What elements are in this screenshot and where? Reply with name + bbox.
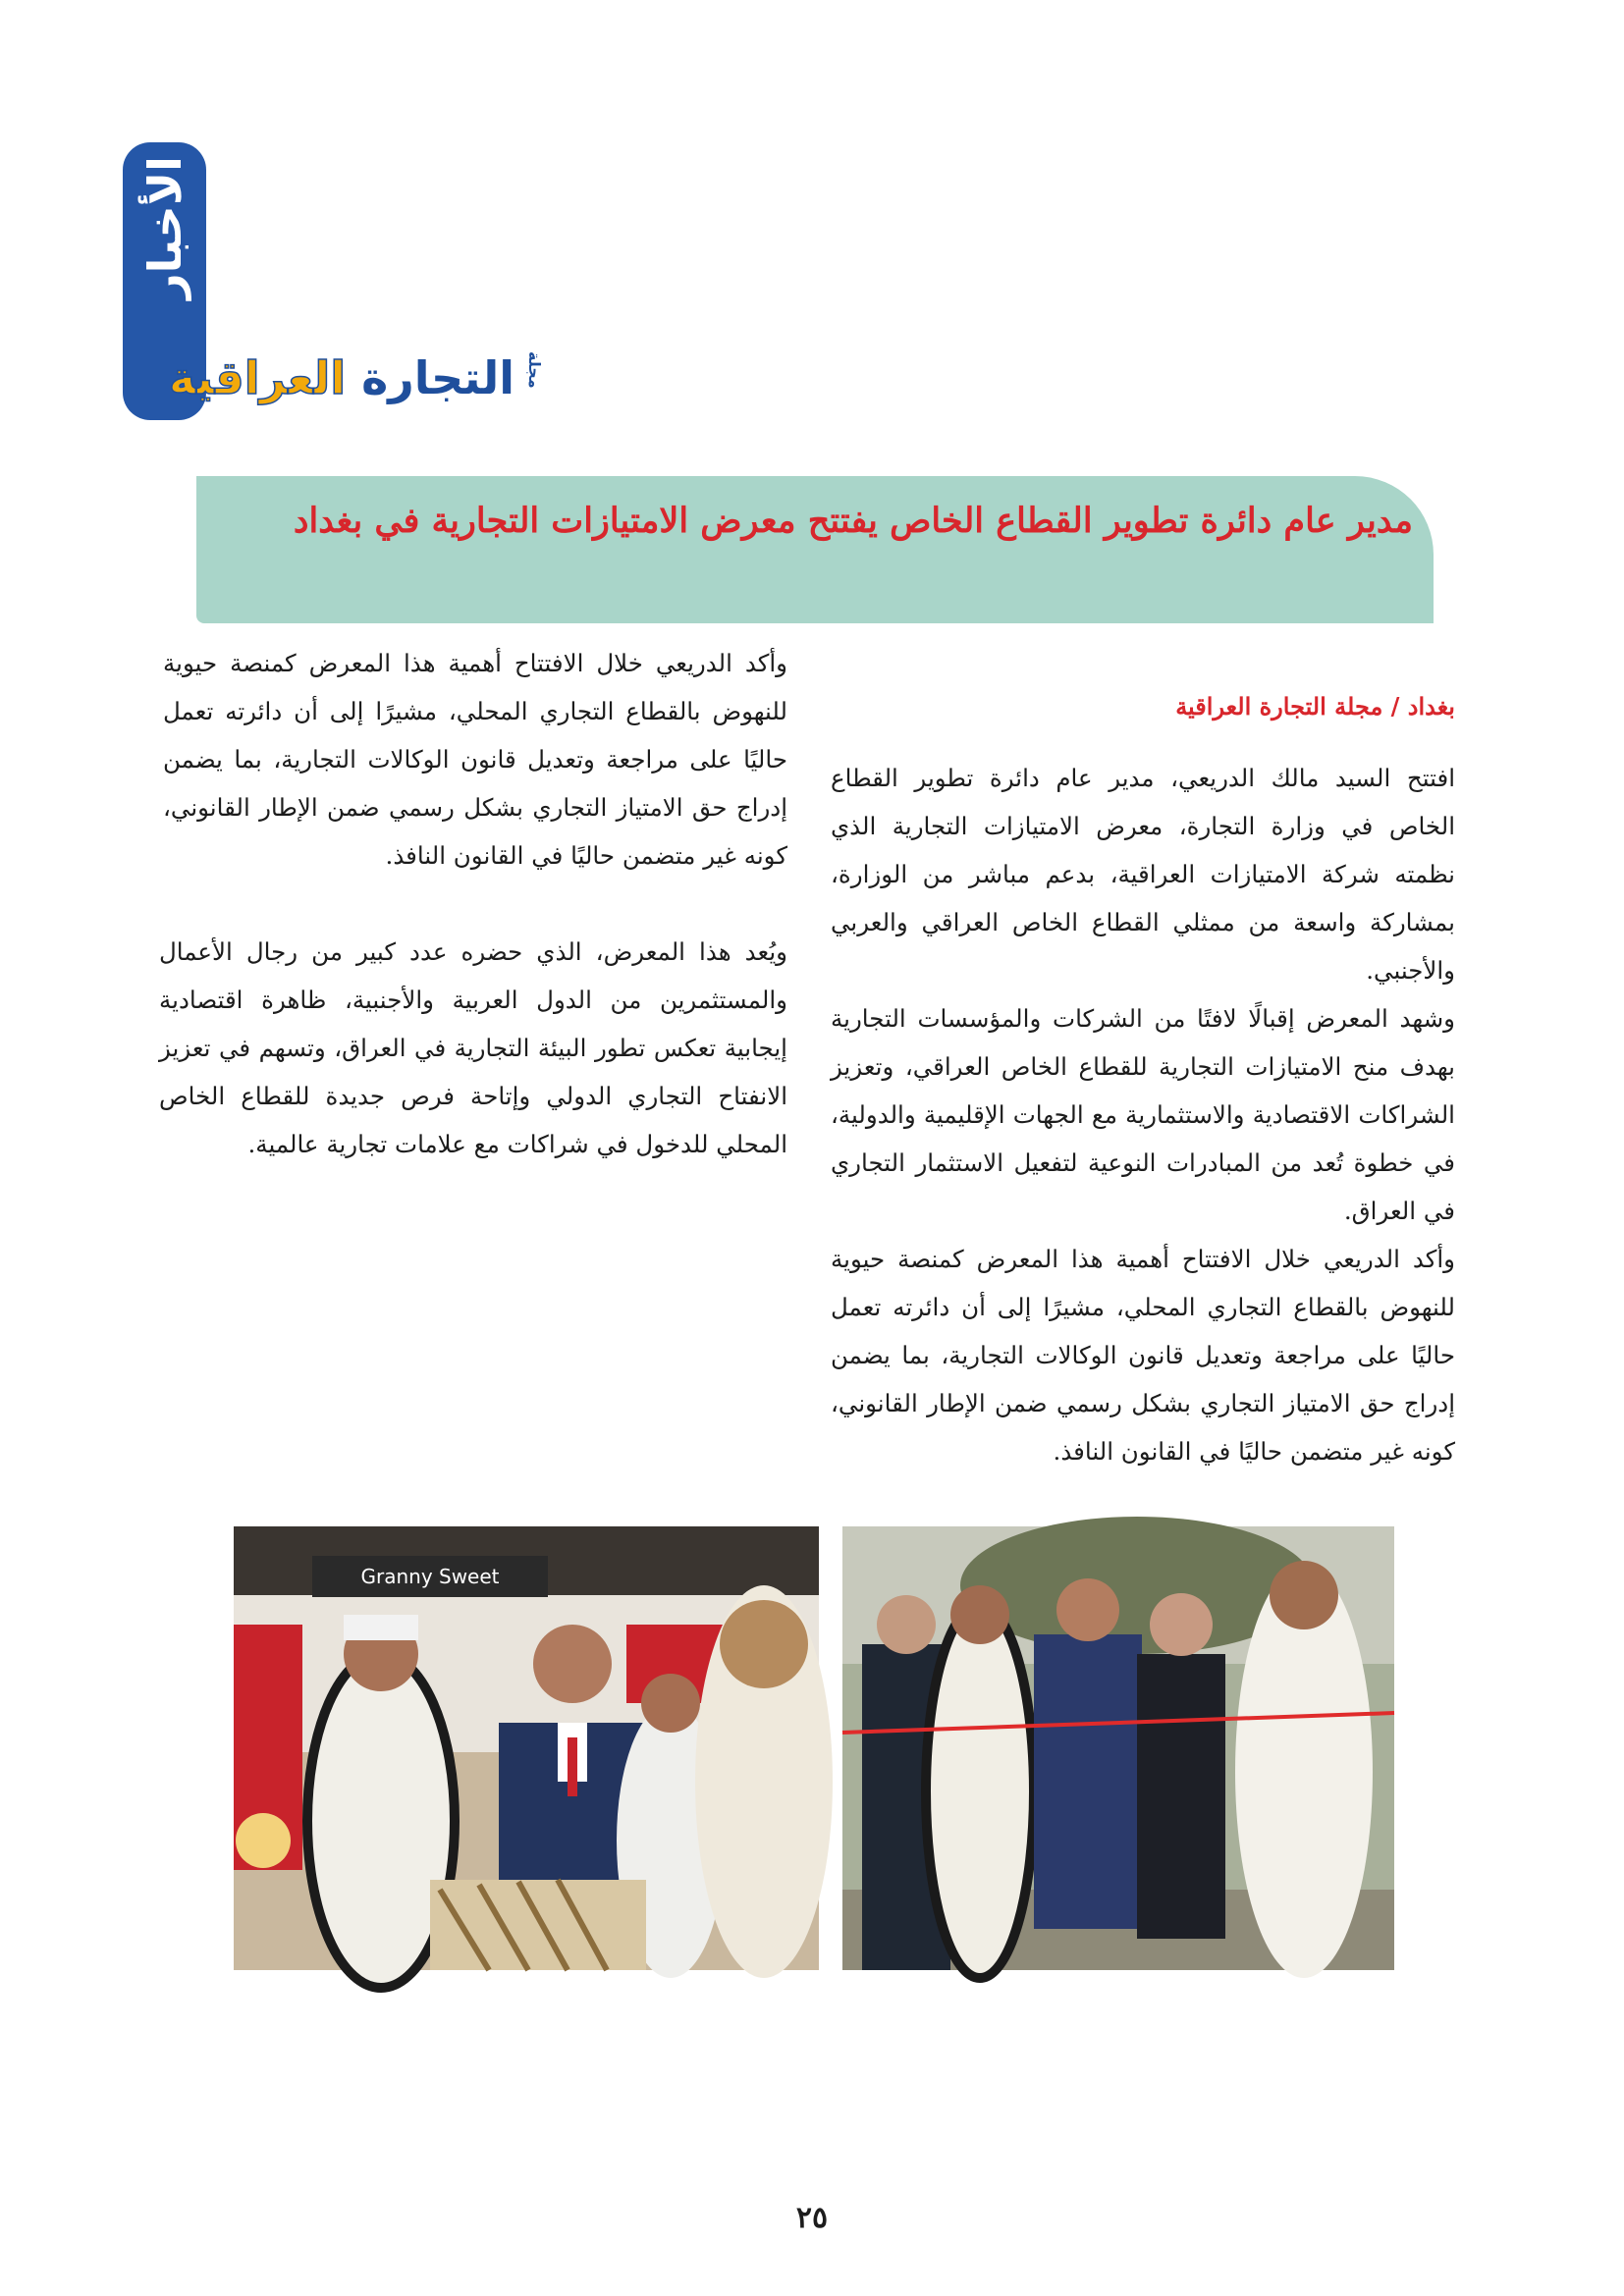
booth-sign-text: Granny Sweet bbox=[360, 1565, 500, 1588]
article-headline: مدير عام دائرة تطوير القطاع الخاص يفتتح معرض الامتيازات التجارية في بغداد bbox=[293, 501, 1413, 541]
booth-photo-illustration bbox=[234, 1526, 819, 1970]
magazine-tag: مجلة bbox=[525, 351, 544, 389]
magazine-name-first: التجارة bbox=[361, 351, 514, 404]
photo-exhibition-booth bbox=[234, 1526, 819, 1970]
article-paragraph-2: وشهد المعرض إقبالًا لافتًا من الشركات والمؤسسات التجارية بهدف منح الامتيازات التجارية للقطاع الخاص العراقي، وتعزيز الشراكات الاقتصادية والاستثمارية مع الجهات الإقليمية والدولية، في خطوة تُعد من المبادرات النوعية لتفعيل الاستثمار التجاري في العراق. bbox=[831, 1004, 1455, 1225]
page-number: ٢٥ bbox=[795, 2201, 829, 2235]
article-paragraph-3: وأكد الدريعي خلال الافتتاح أهمية هذا المعرض كمنصة حيوية للنهوض بالقطاع التجاري المحلي، مشيرًا إلى أن دائرته تعمل حاليًا على مراجعة وتعديل قانون الوكالات التجارية، بما يضمن إدراج حق الامتياز التجاري بشكل رسمي ضمن الإطار القانوني، كونه غير متضمن حاليًا في القانون النافذ. bbox=[831, 1245, 1455, 1466]
article-byline: بغداد / مجلة التجارة العراقية bbox=[1175, 692, 1455, 721]
magazine-name-second: العراقية bbox=[168, 351, 347, 404]
photo-ribbon-cutting bbox=[842, 1526, 1394, 1970]
magazine-logo bbox=[168, 346, 562, 424]
article-paragraph-1: افتتح السيد مالك الدريعي، مدير عام دائرة تطوير القطاع الخاص في وزارة التجارة، معرض الامتيازات التجارية الذي نظمته شركة الامتيازات العراقية، بدعم مباشر من الوزارة، بمشاركة واسعة من ممثلي القطاع الخاص العراقي والعربي والأجنبي. bbox=[831, 764, 1455, 985]
article-paragraph-3-continued bbox=[159, 649, 787, 928]
headline-band bbox=[196, 476, 1434, 623]
article-paragraph-4: ويُعد هذا المعرض، الذي حضره عدد كبير من رجال الأعمال والمستثمرين من الدول العربية والأجنبية، ظاهرة اقتصادية إيجابية تعكس تطور البيئة التجارية في العراق، وتسهم في تعزيز الانفتاح التجاري الدولي وإتاحة فرص جديدة للقطاع الخاص المحلي للدخول في شراكات مع علامات تجارية عالمية. bbox=[159, 937, 787, 1158]
ribbon-photo-illustration bbox=[842, 1526, 1394, 1970]
article-column-right bbox=[831, 687, 1455, 1466]
article-column-left bbox=[159, 649, 787, 1168]
article-paragraph-3-text: وأكد الدريعي خلال الافتتاح أهمية هذا المعرض كمنصة حيوية للنهوض بالقطاع التجاري المحلي، مشيرًا إلى أن دائرته تعمل حاليًا على مراجعة وتعديل قانون الوكالات التجارية، بما يضمن إدراج حق الامتياز التجاري بشكل رسمي ضمن الإطار القانوني، كونه غير متضمن حاليًا في القانون النافذ. bbox=[163, 649, 787, 870]
section-label: الأخبار bbox=[138, 156, 191, 299]
magazine-name bbox=[169, 351, 514, 404]
